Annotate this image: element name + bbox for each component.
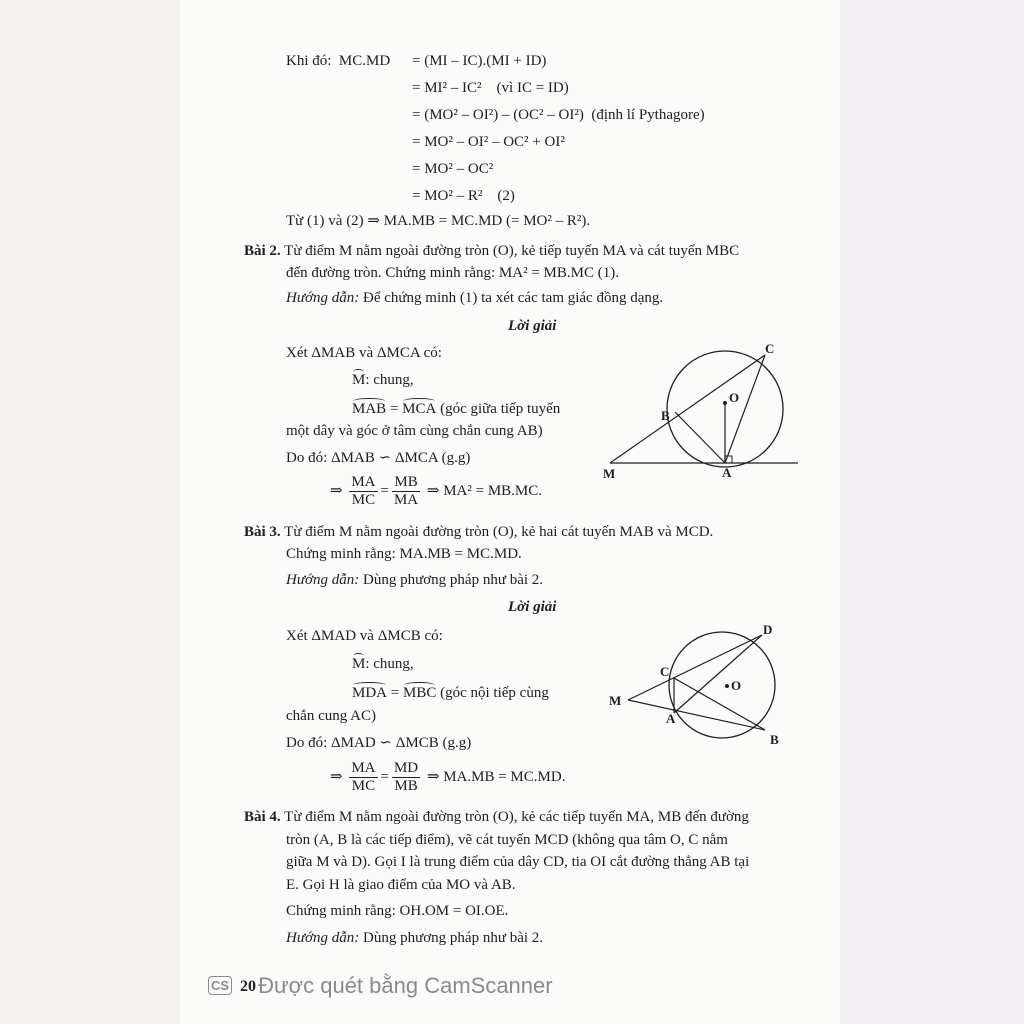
proof-line-3: = (MO² – OI²) – (OC² – OI²) (định lí Pythagore)	[412, 107, 705, 123]
bai4-hint: Hướng dẫn: Dùng phương pháp như bài 2.	[286, 930, 544, 946]
label-a: A	[666, 711, 676, 726]
fraction-ma-mc: $\frac{MA}{MC}$	[351, 474, 376, 508]
bai2-solution-5: Do đó: ΔMAB ∽ ΔMCA (g.g)	[286, 450, 471, 466]
bai3-hint: Hướng dẫn: Dùng phương pháp như bài 2.	[286, 572, 544, 588]
proof-line-2: = MI² – IC² (vì IC = ID)	[412, 80, 569, 96]
secant-mbc	[610, 355, 765, 463]
bai3-solution-4: chắn cung AC)	[286, 708, 376, 724]
fraction-ma-mc: $\frac{MA}{MC}$	[351, 760, 376, 794]
label-a: A	[722, 465, 732, 480]
bai2-solution-1: Xét ΔMAB và ΔMCA có:	[286, 345, 442, 361]
bai2-solution-2: M: chung,	[352, 372, 414, 388]
bai3-solution-6: ⇒ $\frac{MA}{MC}$ = $\frac{MD}{MB}$ ⇒ MA.MB = MC.MD.	[330, 760, 566, 794]
bai4-statement-5: Chứng minh rằng: OH.OM = OI.OE.	[286, 903, 509, 919]
bai3-statement-2: Chứng minh rằng: MA.MB = MC.MD.	[286, 546, 522, 562]
bai3-solution-2: M: chung,	[352, 656, 414, 672]
proof-line-4: = MO² – OI² – OC² + OI²	[412, 134, 565, 150]
bai3-statement: Bài 3. Từ điểm M nằm ngoài đường tròn (O), kẻ hai cát tuyến MAB và MCD.	[244, 524, 714, 540]
label-m: M	[603, 466, 616, 480]
label-b: B	[770, 732, 779, 747]
label-o: O	[729, 390, 740, 405]
bai4-statement-3: giữa M và D). Gọi I là trung điểm của dây CD, tia OI cắt đường thẳng AB tại	[286, 854, 750, 870]
bai4-statement-4: E. Gọi H là giao điểm của MO và AB.	[286, 877, 516, 893]
bai2-solution-6: ⇒ $\frac{MA}{MC}$ = $\frac{MB}{MA}$ ⇒ MA² = MB.MC.	[330, 474, 543, 508]
camscanner-logo: CS	[208, 976, 232, 995]
bai3-solution-5: Do đó: ΔMAD ∽ ΔMCB (g.g)	[286, 735, 472, 751]
proof-conclusion: Từ (1) và (2) ⇒ MA.MB = MC.MD (= MO² – R²).	[286, 213, 591, 229]
bai2-statement: Bài 2. Từ điểm M nằm ngoài đường tròn (O), kẻ tiếp tuyến MA và cát tuyến MBC	[244, 243, 740, 259]
circle-o	[669, 632, 775, 738]
bai3-solution-title: Lời giải	[508, 599, 557, 615]
chord-cb	[674, 678, 765, 730]
label-m: M	[609, 693, 622, 708]
label-b: B	[661, 408, 670, 423]
page-number: 20	[240, 978, 256, 995]
bai3-solution-3: MDA = MBC (góc nội tiếp cùng	[352, 685, 549, 701]
bai2-solution-title: Lời giải	[508, 318, 557, 334]
proof-line-1-expr: = (MI – IC).(MI + ID)	[412, 53, 547, 69]
fraction-mb-ma: $\frac{MB}{MA}$	[393, 474, 419, 508]
label-c: C	[765, 341, 775, 356]
proof-line-1: Khi đó: MC.MD	[286, 53, 391, 69]
chord-ad	[674, 635, 762, 713]
bai2-figure	[595, 340, 810, 480]
proof-line-5: = MO² – OC²	[412, 161, 494, 177]
chord-ac	[725, 355, 765, 463]
bai2-solution-4: một dây và góc ở tâm cùng chắn cung AB)	[286, 423, 543, 439]
center-o	[725, 684, 729, 688]
bai4-statement-2: tròn (A, B là các tiếp điểm), vẽ cát tuyến MCD (không qua tâm O, C nằm	[286, 832, 728, 848]
center-o	[723, 401, 727, 405]
page-edge	[840, 0, 1024, 1024]
secant-mab	[628, 700, 765, 730]
camscanner-watermark: CS Được quét bằng CamScanner	[208, 973, 553, 999]
bai2-statement-2: đến đường tròn. Chứng minh rằng: MA² = MB.MC (1).	[286, 265, 619, 281]
bai3-solution-1: Xét ΔMAD và ΔMCB có:	[286, 628, 443, 644]
bai4-statement: Bài 4. Từ điểm M nằm ngoài đường tròn (O), kẻ các tiếp tuyến MA, MB đến đường	[244, 809, 749, 825]
fraction-md-mb: $\frac{MD}{MB}$	[393, 760, 419, 794]
bai2-hint: Hướng dẫn: Để chứng minh (1) ta xét các tam giác đồng dạng.	[286, 290, 664, 306]
proof-line-6: = MO² – R² (2)	[412, 188, 515, 204]
bai3-figure	[600, 620, 800, 750]
label-c: C	[660, 664, 670, 679]
chord-ab	[675, 412, 725, 463]
bai2-solution-3: MAB = MCA (góc giữa tiếp tuyến	[352, 401, 561, 417]
label-d: D	[763, 622, 773, 637]
label-o: O	[731, 678, 742, 693]
